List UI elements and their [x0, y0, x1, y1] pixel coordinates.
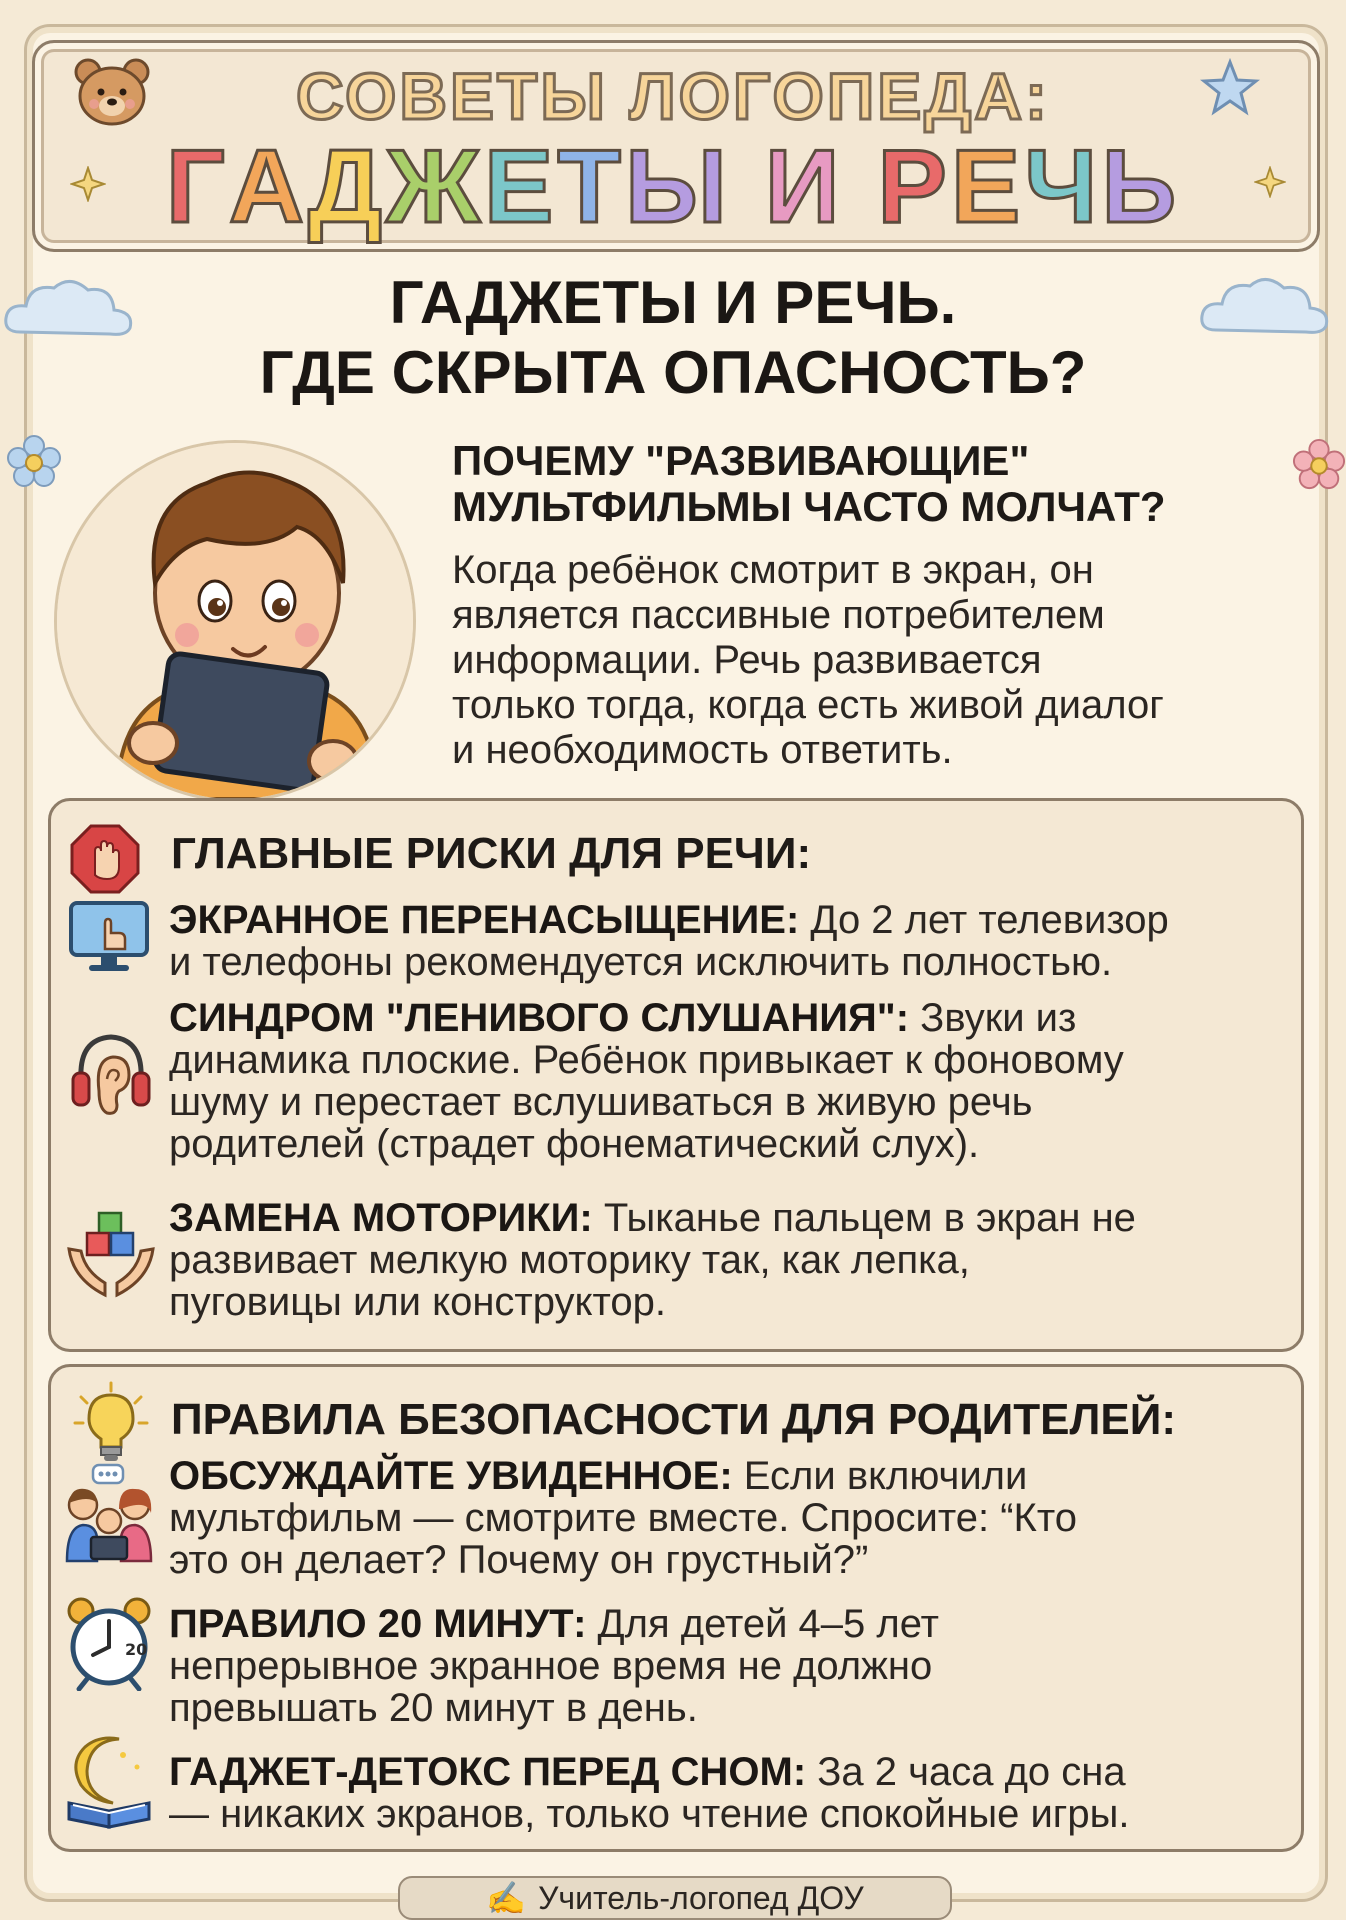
rule-item-text: непрерывное экранное время не должно: [169, 1644, 933, 1688]
alarm-clock-icon: [65, 1595, 153, 1691]
lightbulb-icon: [73, 1381, 149, 1465]
intro-text-line: Когда ребёнок смотрит в экран, он: [452, 548, 1094, 592]
intro-text-line: информации. Речь развивается: [452, 638, 1042, 682]
rule-item-text: — никаких экранов, только чтение спокойные игры.: [169, 1792, 1130, 1836]
risk-item-motor: [169, 1197, 1319, 1323]
banner-letter: Ж: [386, 129, 485, 245]
rule-item-discuss: [169, 1455, 1319, 1581]
intro-text: [452, 548, 1312, 773]
intro-text-line: только тогда, когда есть живой диалог: [452, 683, 1164, 727]
banner-subtitle: СОВЕТЫ ЛОГОПЕДА:: [296, 59, 1050, 133]
main-title-line2: ГДЕ СКРЫТА ОПАСНОСТЬ?: [259, 339, 1087, 406]
risk-item-text: развивает мелкую моторику так, как лепка,: [169, 1238, 970, 1282]
banner-letter: Ы: [624, 129, 731, 245]
rule-item-text: это он делает? Почему он грустный?”: [169, 1538, 869, 1582]
intro-heading: [452, 438, 1312, 530]
hands-blocks-icon: [65, 1209, 157, 1301]
rule-item-label: ОБСУЖДАЙТЕ УВИДЕННОЕ:: [169, 1454, 733, 1498]
risk-item-text: шуму и перестает вслушиваться в живую речь: [169, 1080, 1033, 1124]
banner-letter: Е: [950, 129, 1025, 245]
risk-item-text: динамика плоские. Ребёнок привыкает к фоновому: [169, 1038, 1124, 1082]
risk-item-screen: [169, 899, 1319, 983]
banner-letter: Г: [165, 129, 229, 245]
main-title: [0, 268, 1346, 408]
banner-letter: Т: [557, 129, 625, 245]
risk-item-text: Звуки из: [909, 996, 1077, 1040]
banner-letter: Д: [307, 129, 387, 245]
risks-section: [48, 798, 1304, 1352]
intro-heading-line1: ПОЧЕМУ "РАЗВИВАЮЩИЕ": [452, 437, 1030, 484]
boy-with-tablet-icon: [57, 443, 413, 799]
footer-text: Учитель-логопед ДОУ: [538, 1880, 864, 1916]
risk-item-text: и телефоны рекомендуется исключить полностью.: [169, 940, 1113, 984]
banner-letter: И: [764, 129, 844, 245]
footer-author-badge: [398, 1876, 952, 1920]
risk-item-text: Тыканье пальцем в экран не: [592, 1196, 1136, 1240]
rule-item-label: ГАДЖЕТ-ДЕТОКС ПЕРЕД СНОМ:: [169, 1750, 807, 1794]
rule-item-detox: [169, 1751, 1319, 1835]
banner-letter: Е: [484, 129, 558, 245]
banner-letter: А: [228, 129, 308, 245]
ear-headphones-icon: [71, 1029, 151, 1121]
risk-item-text: пуговицы или конструктор.: [169, 1280, 666, 1324]
banner-letter: Р: [877, 129, 951, 245]
risk-item-label: ЗАМЕНА МОТОРИКИ:: [169, 1196, 593, 1240]
stop-hand-icon: [69, 823, 141, 895]
flower-decoration-icon: [6, 434, 62, 490]
risks-title: ГЛАВНЫЕ РИСКИ ДЛЯ РЕЧИ:: [171, 829, 812, 878]
rule-item-text: Если включили: [732, 1454, 1028, 1498]
rule-item-label: ПРАВИЛО 20 МИНУТ:: [169, 1602, 587, 1646]
intro-text-line: является пассивные потребителем: [452, 593, 1105, 637]
risk-item-text: родителей (страдет фонематический слух).: [169, 1122, 980, 1166]
rule-item-text: превышать 20 минут в день.: [169, 1686, 698, 1730]
rules-section: [48, 1364, 1304, 1852]
boy-with-tablet-illustration: [54, 440, 416, 802]
quill-icon: ✍: [486, 1880, 527, 1916]
rules-title: ПРАВИЛА БЕЗОПАСНОСТИ ДЛЯ РОДИТЕЛЕЙ:: [171, 1395, 1176, 1444]
risk-item-label: ЭКРАННОЕ ПЕРЕНАСЫЩЕНИЕ:: [169, 898, 800, 942]
risk-item-label: СИНДРОМ "ЛЕНИВОГО СЛУШАНИЯ":: [169, 996, 910, 1040]
banner-letter: Ь: [1101, 129, 1181, 245]
banner-title: [0, 128, 1346, 247]
intro-text-line: и необходимость ответить.: [452, 728, 953, 772]
intro-heading-line2: МУЛЬТФИЛЬМЫ ЧАСТО МОЛЧАТ?: [452, 483, 1166, 530]
family-talk-icon: [61, 1463, 157, 1563]
main-title-line1: ГАДЖЕТЫ И РЕЧЬ.: [389, 269, 957, 336]
rule-item-text: За 2 часа до сна: [806, 1750, 1126, 1794]
moon-book-icon: [63, 1733, 159, 1829]
rule-item-text: мультфильм — смотрите вместе. Спросите: “Кто: [169, 1496, 1077, 1540]
screen-touch-icon: [67, 899, 151, 975]
banner-letter: Ч: [1024, 129, 1102, 245]
clock-number: 20: [125, 1640, 148, 1659]
risk-item-listening: [169, 997, 1319, 1165]
risk-item-text: До 2 лет телевизор: [799, 898, 1169, 942]
rule-item-20-minutes: [169, 1603, 1319, 1729]
rule-item-text: Для детей 4–5 лет: [586, 1602, 939, 1646]
